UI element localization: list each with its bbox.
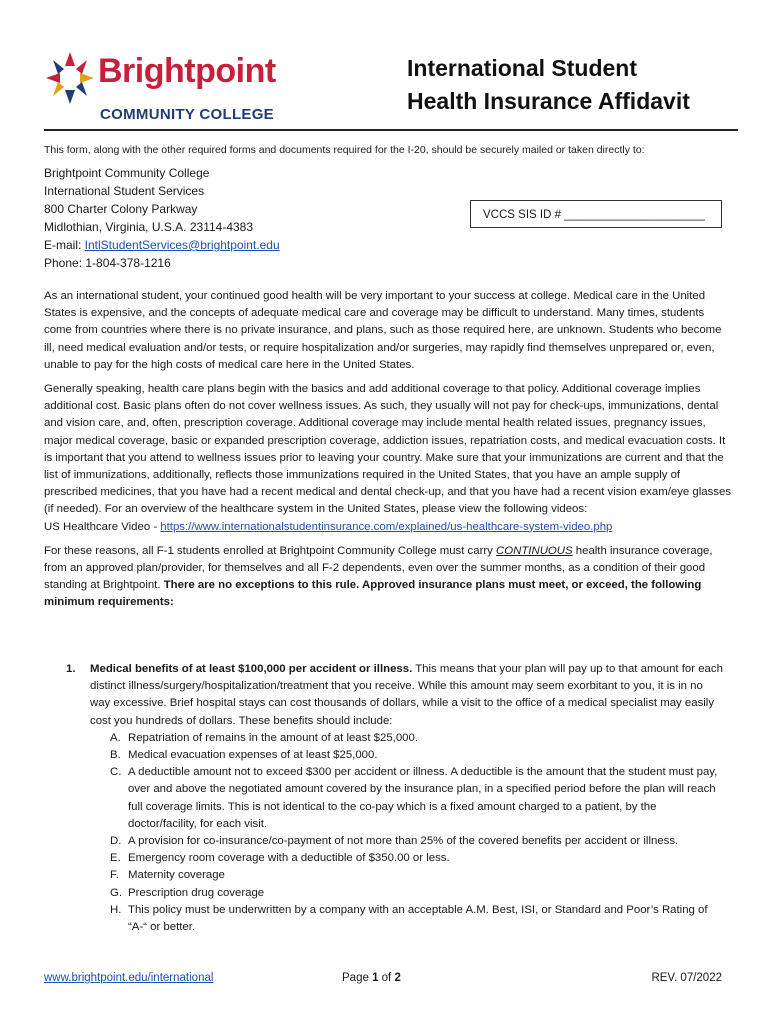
list-item bbox=[110, 850, 726, 867]
email-link[interactable]: IntlStudentServices@brightpoint.edu bbox=[84, 238, 280, 252]
list-item bbox=[110, 902, 726, 936]
list-item bbox=[110, 730, 726, 747]
paragraph-3-text-b: health insurance coverage, from an approved plan/provider, for themselves and all F-2 dependents, even over the summer months, as a condition of their good standing at Brightpoint. bbox=[44, 544, 713, 592]
list-item bbox=[110, 764, 726, 833]
logo-wordmark: Brightpoint bbox=[98, 52, 276, 90]
paragraph-3 bbox=[44, 543, 734, 612]
phone-line: Phone: 1-804-378-1216 bbox=[44, 256, 171, 270]
item-text: This policy must be underwritten by a company with an acceptable A.M. Best, ISI, or Standard and Poor’s Rating of “A-“ or better. bbox=[128, 903, 708, 934]
page-number bbox=[342, 972, 401, 984]
list-item bbox=[110, 867, 726, 884]
item-letter: A. bbox=[110, 731, 121, 744]
requirement-1 bbox=[66, 661, 726, 936]
address-line-4: Midlothian, Virginia, U.S.A. 23114-4383 bbox=[44, 220, 254, 234]
requirement-sublist bbox=[110, 730, 726, 936]
title-line-1: International Student bbox=[407, 55, 637, 81]
item-text: Prescription drug coverage bbox=[128, 886, 265, 899]
item-text: Maternity coverage bbox=[128, 869, 225, 882]
item-letter: G. bbox=[110, 886, 123, 899]
item-letter: B. bbox=[110, 749, 121, 762]
item-text: Emergency room coverage with a deductible of $350.00 or less. bbox=[128, 852, 450, 865]
item-text: Repatriation of remains in the amount of at least $25,000. bbox=[128, 731, 419, 744]
paragraph-2-text: Generally speaking, health care plans begin with the basics and add additional coverage to that policy. Additional coverage implies additional cost. Basic plans often do not cover wellness issues. As such, they usually will not pay for check-ups, immunizations, dental and vision care, and, often, prescription coverage. Additional coverage may include mental health related issues, pregnancy issues, major medical coverage, basic or expanded prescription coverage, addiction issues, repatriation costs, and medical evacuation costs. It is important that you attend to wellness issues prior to leaving your country. Make sure that your immunizations are current and that the list of immunizations, additionally, reflects those immunizations required in the United States, that you have an ample supply of prescribed medicines, that you have had a recent medical and dental check-up, and that you have had a recent vision exam/eye glasses (if needed). For an overview of the healthcare system in the United States, please view the following videos: bbox=[44, 383, 732, 516]
header-divider bbox=[44, 129, 738, 131]
footer-website-link[interactable]: www.brightpoint.edu/international bbox=[44, 972, 214, 984]
item-letter: H. bbox=[110, 903, 122, 916]
page-title bbox=[407, 52, 747, 118]
item-text: A deductible amount not to exceed $300 per accident or illness. A deductible is the amount that the student must pay, over and above the negotiated amount covered by the insurance plan, in a specified period before the plan will reach full coverage limits. This is not identical to the co-pay which is a fixed amount charged to a patient, by the doctor/facility, for each visit. bbox=[128, 766, 718, 830]
page-current: 1 bbox=[372, 972, 379, 984]
email-line bbox=[44, 236, 364, 254]
sis-id-field[interactable]: VCCS SIS ID # ______________________ bbox=[470, 200, 722, 228]
page-of: of bbox=[378, 972, 395, 984]
address-line-1: Brightpoint Community College bbox=[44, 166, 210, 180]
list-item bbox=[110, 833, 726, 850]
item-letter: E. bbox=[110, 852, 121, 865]
address-line-3: 800 Charter Colony Parkway bbox=[44, 202, 198, 216]
paragraph-3-bold: There are no exceptions to this rule. Approved insurance plans must meet, or exceed, the following minimum requirements: bbox=[44, 579, 702, 609]
logo-subtitle: COMMUNITY COLLEGE bbox=[100, 106, 274, 123]
body-content bbox=[44, 288, 734, 619]
revision-date: REV. 07/2022 bbox=[651, 972, 722, 984]
paragraph-1: As an international student, your continued good health will be very important to your success at college. Medical care in the United States is expensive, and the concepts of adequate medical care and coverage may be difficult to understand. Many times, students come from countries where there is no private insurance, and plans, such as those required here, are unknown. Students who become ill, need medical evaluation and/or tests, or require hospitalization and/or surgeries, may rapidly find themselves unprepared or, even, unable to pay for the high costs of medical care here in the United States. bbox=[44, 290, 722, 371]
item-letter: C. bbox=[110, 766, 122, 779]
requirement-heading: Medical benefits of at least $100,000 per accident or illness. bbox=[90, 663, 413, 675]
title-line-2: Health Insurance Affidavit bbox=[407, 88, 690, 114]
video-label: US Healthcare Video - bbox=[44, 520, 161, 533]
paragraph-3-text-a: For these reasons, all F-1 students enrolled at Brightpoint Community College must carry bbox=[44, 544, 497, 557]
continuous-emphasis: CONTINUOUS bbox=[496, 544, 573, 557]
paragraph-2 bbox=[44, 381, 734, 536]
requirement-text: This means that your plan will pay up to that amount for each distinct illness/surgery/hospitalization/treatment that you receive. While this amount may seem exorbitant to you, it is in no way excessive. Brief hospital stays can cost thousands of dollars, while a visit to the office of a medical specialist may easily cost you hundreds of dollars. These benefits should include: bbox=[90, 663, 723, 727]
list-item bbox=[110, 747, 726, 764]
brightpoint-logo bbox=[44, 50, 304, 130]
intro-text: This form, along with the other required forms and documents required for the I-20, should be securely mailed or taken directly to: bbox=[44, 144, 645, 156]
star-logo-icon bbox=[44, 50, 96, 106]
page-prefix: Page bbox=[342, 972, 373, 984]
item-text: A provision for co-insurance/co-payment of not more than 25% of the covered benefits per accident or illness. bbox=[128, 835, 679, 848]
email-label: E-mail: bbox=[44, 238, 85, 252]
requirement-number: 1. bbox=[66, 663, 76, 675]
item-letter: D. bbox=[110, 835, 122, 848]
item-letter: F. bbox=[110, 869, 119, 882]
healthcare-video-link[interactable]: https://www.internationalstudentinsurance.com/explained/us-healthcare-system-video.php bbox=[160, 520, 613, 533]
address-line-2: International Student Services bbox=[44, 184, 205, 198]
list-item bbox=[110, 885, 726, 902]
page-total: 2 bbox=[394, 972, 401, 984]
mailing-address bbox=[44, 164, 364, 272]
requirement-body bbox=[90, 661, 726, 730]
page-footer bbox=[44, 972, 734, 990]
item-text: Medical evacuation expenses of at least $25,000. bbox=[128, 749, 378, 762]
